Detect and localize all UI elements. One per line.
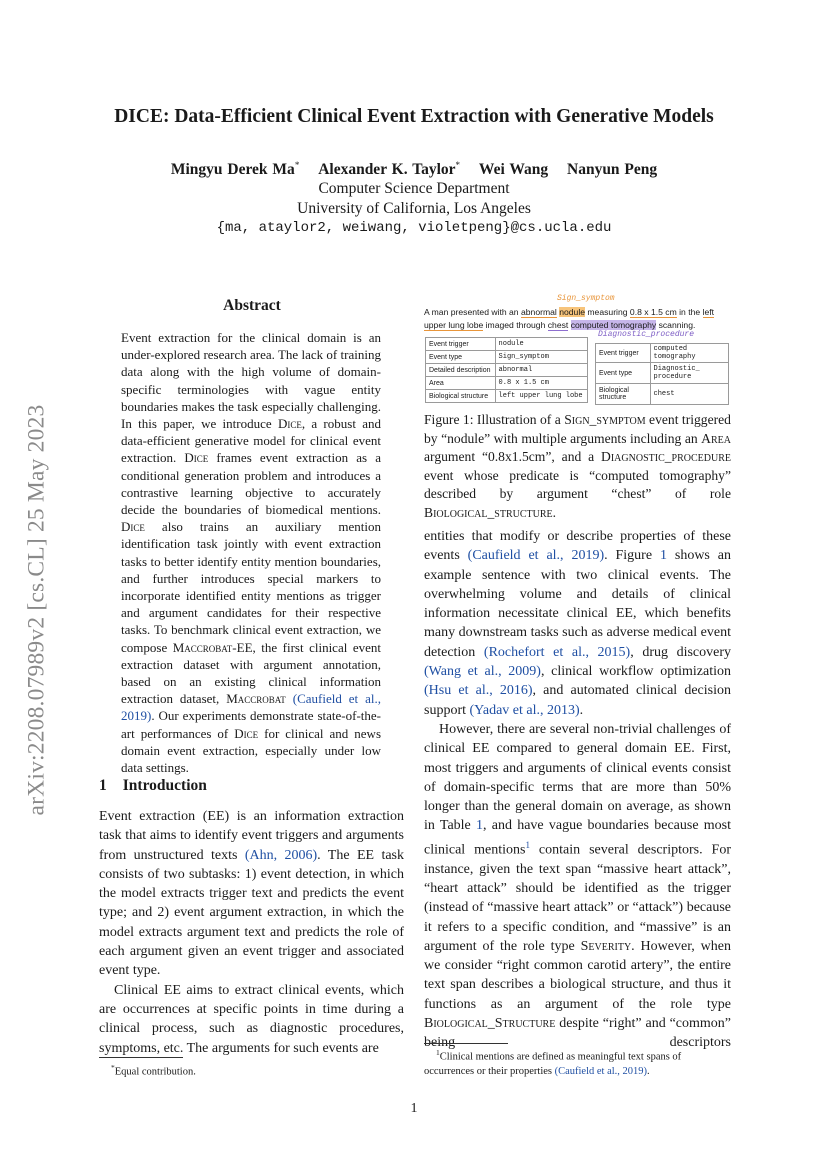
footnote-rule — [99, 1057, 183, 1058]
sign-symptom-event-table — [425, 337, 588, 403]
abstract-text: Event extraction for the clinical domain is an under-explored research area. The lack of training data along with the high volume of domain-specific terminologies with vague entity boundaries makes the task especially challenging. In this paper, we introduce Dice, a robust and data-efficient generative model for clinical event extraction. Dice frames event extraction as a conditional generation problem and introduces a contrastive learning objective to accurately decide the boundaries of biomedical mentions. Dice also trains an auxiliary mention identification task jointly with event extraction tasks to better identify entity mention boundaries, and further introduces special markers to incorporate identified entity mentions as trigger and argument candidates for their respective tasks. To benchmark clinical event extraction, we compose Maccrobat-EE, the first clinical event extraction dataset with argument annotation, based on an existing clinical information extraction dataset, Maccrobat (Caufield et al., 2019). Our experiments demonstrate state-of-the-art performances of Dice for clinical and news domain event extraction, especially under low data settings. — [121, 330, 382, 776]
citation-link[interactable]: (Caufield et al., 2019) — [121, 691, 382, 724]
figure-ref-link[interactable]: 1 — [659, 548, 667, 564]
arxiv-stamp: arXiv:2208.07989v2 [cs.CL] 25 May 2023 — [23, 404, 50, 816]
paragraph: Event extraction (EE) is an information extraction task that aims to identify event triggers and arguments from unstructured texts (Ahn, 2006). The EE task consists of two subtasks: 1) event detection, in which the model extracts trigger text and predicts the event type; and 2) event argument extraction, in which the model extracts argument text and predicts the role of each argument given an event trigger and associated event type. — [99, 809, 405, 979]
section-heading: 1 Introduction — [99, 777, 207, 794]
footnote-equal-contribution: *Equal contribution. — [111, 1063, 196, 1078]
footnote-ref-link[interactable]: 1 — [525, 839, 530, 850]
table-row: Event type Sign_symptom — [426, 351, 588, 364]
intro-left-column — [99, 807, 404, 1058]
paragraph: However, there are several non-trivial challenges of clinical EE compared to general domain EE. First, most triggers and arguments of clinical events consist of domain-specific terms that are more than 50% longer than the general domain on average, as shown in Table 1, and have vague boundaries because most clinical mentions$^1$ contain several descriptors. For instance, given the text span “massive heart attack”, “heart attack” should be identified as the trigger (instead of “massive heart attack” or “attack”) because it refers to a specific condition, and “massive” is an argument of the role type Severity. However, when we consider “right common carotid artery”, the entire text span describes a biological structure, and thus it functions as an argument of the role type Biological_Structure despite “right” and “common” being descriptors — [424, 721, 731, 1051]
footnote-rule — [424, 1043, 508, 1044]
table-row: Biological structure chest — [596, 384, 729, 405]
table-row: Biological structure left upper lung lobe — [426, 390, 588, 403]
author: Wei Wang — [478, 161, 549, 179]
citation-link[interactable]: (Rochefort et al., 2015) — [483, 644, 631, 660]
citation-link[interactable]: (Caufield et al., 2019) — [554, 1065, 648, 1077]
university: University of California, Los Angeles — [297, 200, 531, 217]
paper-title: DICE: Data-Efficient Clinical Event Extraction with Generative Models — [114, 106, 714, 127]
table-row: Event trigger nodule — [426, 338, 588, 351]
table-row: Detailed description abnormal — [426, 364, 588, 377]
citation-link[interactable]: (Yadav et al., 2013) — [469, 702, 580, 718]
diagnostic-procedure-tag: Diagnostic_procedure — [598, 330, 695, 339]
citation-link[interactable]: (Wang et al., 2009) — [424, 664, 541, 680]
abstract-heading: Abstract — [223, 297, 281, 314]
author: Nanyun Peng — [567, 161, 658, 179]
citation-link[interactable]: (Caufield et al., 2019) — [467, 548, 605, 564]
citation-link[interactable]: (Ahn, 2006) — [244, 847, 318, 863]
figure-sentence: A man presented with an abnormal nodule measuring 0.8 x 1.5 cm in the left upper lung lobe imaged through chest computed tomography scanning. — [424, 307, 715, 330]
table-row: Event type Diagnostic_ procedure — [596, 363, 729, 384]
table-ref-link[interactable]: 1 — [476, 818, 484, 834]
page-number: 1 — [410, 1101, 418, 1116]
department: Computer Science Department — [318, 180, 510, 197]
author-emails: {ma, ataylor2, weiwang, violetpeng}@cs.ucla.edu — [216, 220, 612, 236]
author-list — [0, 160, 828, 179]
footnote-clinical-mentions: $^1$Clinical mentions are defined as meaningful text spans of occurrences or their properties (Caufield et al., 2019). — [424, 1048, 682, 1077]
diagnostic-procedure-event-table — [595, 343, 729, 405]
table-row: Area 0.8 x 1.5 cm — [426, 377, 588, 390]
table-row: Event trigger computed tomography — [596, 344, 729, 363]
intro-right-column — [424, 527, 731, 1053]
figure-caption: Figure 1: Illustration of a Sign_symptom event triggered by “nodule” with multiple arguments including an Area argument “0.8x1.5cm”, and a Diagnostic_procedure event whose predicate is “computed tomography” described by argument “chest” of role Biological_structure. — [424, 412, 731, 520]
paragraph: Clinical EE aims to extract clinical events, which are occurrences at specific points in time during a clinical process, such as diagnostic procedures, symptoms, etc. The arguments for such events are — [99, 982, 404, 1056]
author: Alexander K. Taylor* — [318, 160, 461, 179]
author: Mingyu Derek Ma* — [170, 160, 300, 179]
paragraph: entities that modify or describe properties of these events (Caufield et al., 2019). Figure 1 shows an example sentence with two clinical events. The overwhelming volume and details of clinical information necessitate clinical EE, which benefits many downstream tasks such as adverse medical event detection (Rochefort et al., 2015), drug discovery (Wang et al., 2009), clinical workflow optimization (Hsu et al., 2016), and automated clinical decision support (Yadav et al., 2013). — [424, 529, 732, 718]
sign-symptom-tag: Sign_symptom — [557, 294, 615, 303]
citation-link[interactable]: (Hsu et al., 2016) — [424, 683, 533, 699]
